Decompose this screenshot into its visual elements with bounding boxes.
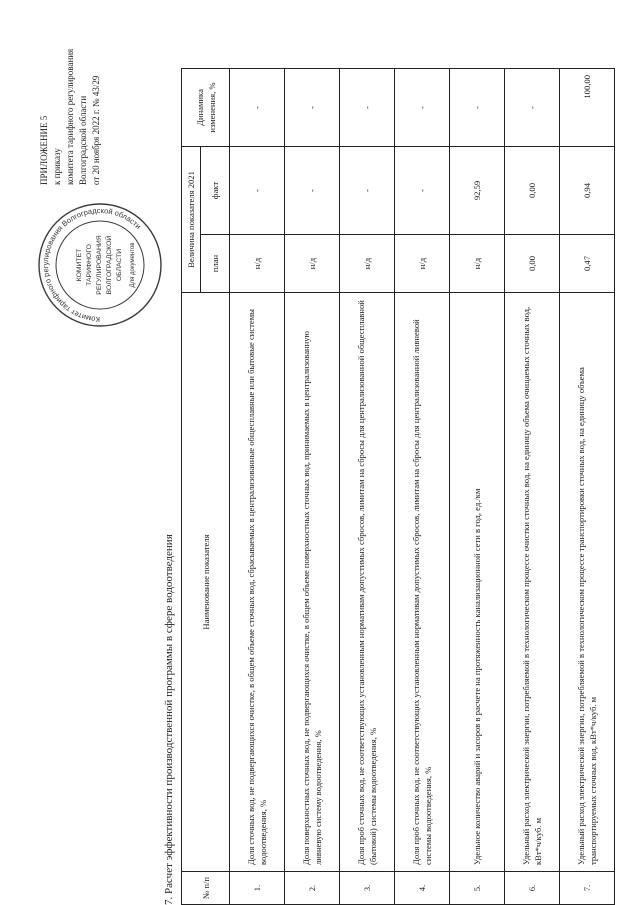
header-indicator-name: Наименование показателя [182,293,230,872]
row-indicator-name: Доля проб сточных вод, не соответствующих установленным нормативам допустимых сбросов, лимитам на сбросы для централизованной общесплавной (бытовой) системы водоотведения, % [340,293,395,872]
row-dynamics: 100,00 [560,69,615,147]
table-row [230,69,285,905]
header-fact: факт [201,147,230,235]
row-dynamics: - [230,69,285,147]
appendix-order-ref: к приказу [52,148,62,185]
row-indicator-name: Доля поверхностных сточных вод, не подвергающихся очистке, в общем объеме поверхностных сточных вод, принимаемых в централизованную ливневую систему водоотведения, % [285,293,340,872]
row-fact: - [230,147,285,235]
header-plan: план [201,235,230,293]
appendix-region: Волгоградской области [78,95,88,185]
row-num: 4. [395,872,450,905]
seal-line-2: ТАРИФНОГО [86,244,93,286]
seal-line-1: КОМИТЕТ [76,248,83,282]
row-indicator-name: Удельный расход электрической энергии, потребляемой в технологическом процессе очистки сточных вод, на единицу объема очищаемых сточных вод, кВт*ч/куб. м [505,293,560,872]
row-indicator-name: Удельный расход электрической энергии, потребляемой в технологическом процессе транспортировки сточных вод, на единицу объема транспортируемых сточных вод, кВт*ч/куб. м [560,293,615,872]
row-dynamics: - [395,69,450,147]
seal-line-5: ОБЛАСТИ [116,248,123,282]
appendix-title: ПРИЛОЖЕНИЕ 5 [39,115,49,185]
official-seal [35,200,165,330]
row-dynamics: - [450,69,505,147]
row-plan: н/д [450,235,505,293]
appendix-date: от 20 ноября 2022 г. № 43/29 [91,75,101,185]
row-plan: н/д [395,235,450,293]
row-plan: н/д [230,235,285,293]
appendix-committee: комитета тарифного регулирования [65,48,75,185]
row-num: 7. [560,872,615,905]
row-num: 2. [285,872,340,905]
seal-bottom-text: Для документов [130,242,136,288]
row-fact: 92,59 [450,147,505,235]
row-dynamics: - [340,69,395,147]
row-plan: н/д [285,235,340,293]
row-fact: 0,00 [505,147,560,235]
row-plan: н/д [340,235,395,293]
row-plan: 0,47 [560,235,615,293]
row-fact: - [340,147,395,235]
row-dynamics: - [285,69,340,147]
header-dynamics: Динамика изменения, % [182,69,230,147]
row-num: 1. [230,872,285,905]
table-row [450,69,505,905]
row-num: 6. [505,872,560,905]
row-indicator-name: Удельное количество аварий и засоров в расчете на протяженность канализационной сети в год, ед./км [450,293,505,872]
section-title: 7. Расчет эффективности производственной программы в сфере водоотведения [163,534,175,905]
row-num: 5. [450,872,505,905]
table-row [560,69,615,905]
header-value-2021: Величина показателя 2021 [182,147,201,293]
row-fact: 0,94 [560,147,615,235]
row-num: 3. [340,872,395,905]
row-dynamics: - [505,69,560,147]
row-fact: - [395,147,450,235]
table-row [395,69,450,905]
table-row [340,69,395,905]
table-header-row [182,69,201,905]
seal-ring-text: Комитет тарифного регулирования Волгоградской области [40,205,143,325]
seal-line-4: ВОЛГОГРАДСКОЙ [106,235,113,295]
appendix-header [38,5,103,185]
row-indicator-name: Доля сточных вод, не подвергающихся очистке, в общем объеме сточных вод, сбрасываемых в централизованные общесплавные или бытовые системы водоотведения, % [230,293,285,872]
row-indicator-name: Доля проб сточных вод, не соответствующих установленным нормативам допустимых сбросов, лимитам на сбросы для централизованной ливневой системы водоотведения, % [395,293,450,872]
row-fact: - [285,147,340,235]
table-row [505,69,560,905]
efficiency-table [181,68,615,905]
header-num: № п/п [182,872,230,905]
seal-line-3: РЕГУЛИРОВАНИЯ [96,235,103,295]
table-row [285,69,340,905]
row-plan: 0,00 [505,235,560,293]
